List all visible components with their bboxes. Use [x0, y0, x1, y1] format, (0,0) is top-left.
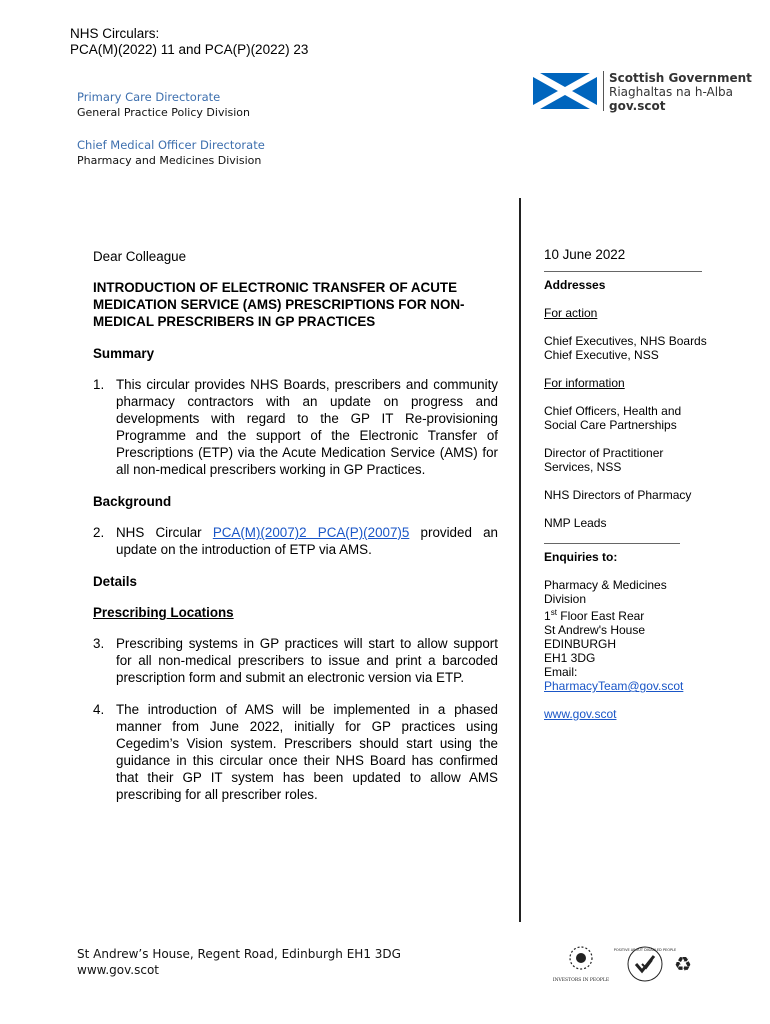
logo-line-domain: gov.scot — [609, 99, 666, 113]
paragraph-3 — [93, 635, 498, 686]
circular-numbers: PCA(M)(2022) 11 and PCA(P)(2022) 23 — [70, 42, 309, 57]
paragraph-number: 1. — [93, 377, 105, 392]
greeting: Dear Colleague — [93, 249, 187, 264]
recipient-line: Director of Practitioner — [544, 446, 664, 460]
summary-heading: Summary — [93, 346, 155, 361]
recipient-line: NMP Leads — [544, 516, 607, 530]
recipient-line: NHS Directors of Pharmacy — [544, 488, 692, 502]
division-name: Pharmacy and Medicines Division — [77, 154, 262, 167]
accreditation-badges — [552, 944, 696, 984]
recipient-line: Social Care Partnerships — [544, 418, 677, 432]
contact-floor — [544, 606, 744, 623]
directorate-name: Primary Care Directorate — [77, 90, 221, 104]
email-label: Email: — [544, 665, 578, 679]
recipient: Chief Executives, NHS Boards — [544, 334, 707, 348]
recipient-line: Services, NSS — [544, 460, 622, 474]
paragraph-text: This circular provides NHS Boards, prescribers and community pharmacy contractors with an update on progress and developments with regard to the GP IT Re-provisioning Programme and the support of the Electronic Transfer of Prescriptions (ETP) via the Acute Medication Service (AMS) for all non-medical prescribers working in GP Practices. — [116, 377, 498, 477]
paragraph-number: 4. — [93, 702, 105, 717]
for-action-label: For action — [544, 306, 598, 320]
footer-website: www.gov.scot — [77, 963, 159, 977]
directorate-primary-care — [77, 89, 250, 121]
separator-line — [544, 266, 702, 272]
paragraph-text: Prescribing systems in GP practices will start to allow support for all non-medical prescribers to issue and print a barcoded prescription form and submit an electronic version via ETP. — [116, 636, 498, 685]
floor-number: 1 — [544, 609, 551, 623]
background-heading: Background — [93, 494, 172, 509]
recipient: Chief Executive, NSS — [544, 348, 659, 362]
separator-line — [544, 538, 680, 544]
contact-block — [544, 578, 744, 693]
paragraph-text-end: provided an update on the introduction of ETP via AMS. — [116, 525, 498, 557]
paragraph-text-start: NHS Circular — [116, 525, 213, 540]
recipient-line: Chief Officers, Health and — [544, 404, 682, 418]
contact-line: St Andrew's House — [544, 623, 646, 637]
info-recipient — [544, 404, 744, 432]
circular-reference — [70, 26, 308, 58]
circular-title: INTRODUCTION OF ELECTRONIC TRANSFER OF ACUTE MEDICATION SERVICE (AMS) PRESCRIPTIONS FOR NON-MEDICAL PRESCRIBERS IN GP PRACTICES — [93, 280, 465, 329]
info-recipient — [544, 446, 744, 474]
contact-line: EDINBURGH — [544, 637, 617, 651]
paragraph-4 — [93, 701, 498, 803]
investors-in-people-icon — [552, 944, 610, 984]
footer-address: St Andrew’s House, Regent Road, Edinburgh EH1 3DG — [77, 947, 401, 961]
investors-text: INVESTORS IN PEOPLE — [552, 978, 610, 983]
details-heading: Details — [93, 574, 137, 589]
paragraph-1 — [93, 376, 498, 478]
paragraph-text: The introduction of AMS will be implemented in a phased manner from June 2022, initially for GP practices using Cegedim’s Vision system. Prescribers should start using the guidance in this circular once their NHS Board has confirmed that their GP IT system has been updated to allow AMS prescribing for all prescriber roles. — [116, 702, 498, 802]
disability-text: POSITIVE ABOUT DISABLED PEOPLE — [613, 948, 677, 952]
website-link[interactable]: www.gov.scot — [544, 707, 617, 721]
email-link[interactable]: PharmacyTeam@gov.scot — [544, 679, 684, 693]
division-name: General Practice Policy Division — [77, 106, 250, 119]
logo-line-english: Scottish Government — [609, 71, 752, 85]
floor-ordinal: st — [550, 608, 557, 617]
contact-line: Division — [544, 592, 587, 606]
prescribing-locations-heading: Prescribing Locations — [93, 605, 234, 620]
contact-line: Pharmacy & Medicines — [544, 578, 667, 592]
column-divider — [519, 198, 521, 922]
letter-date: 10 June 2022 — [544, 247, 626, 262]
for-information-label: For information — [544, 376, 625, 390]
logo-line-gaelic: Riaghaltas na h-Alba — [609, 85, 734, 99]
info-recipient — [544, 516, 744, 530]
circular-link[interactable]: PCA(M)(2007)2 PCA(P)(2007)5 — [212, 525, 410, 540]
directorate-name: Chief Medical Officer Directorate — [77, 138, 265, 152]
paragraph-2 — [93, 524, 498, 558]
logo-divider — [603, 71, 604, 111]
paragraph-text — [116, 524, 498, 558]
contact-line: EH1 3DG — [544, 651, 596, 665]
action-recipients — [544, 334, 744, 362]
floor-text: Floor East Rear — [556, 609, 645, 623]
enquiries-heading: Enquiries to: — [544, 550, 618, 564]
logo-text — [609, 71, 752, 113]
saltire-flag-icon — [533, 73, 597, 109]
footer — [77, 946, 401, 978]
paragraph-number: 3. — [93, 636, 105, 651]
paragraph-number: 2. — [93, 525, 105, 540]
info-recipient — [544, 488, 744, 502]
positive-about-disabled-people-icon — [613, 944, 677, 984]
recycle-icon: ♻ — [674, 952, 692, 976]
addresses-heading: Addresses — [544, 278, 606, 292]
scottish-government-logo — [533, 71, 753, 113]
letter-body — [93, 248, 498, 818]
directorate-cmo — [77, 137, 265, 169]
circular-label: NHS Circulars: — [70, 26, 160, 41]
address-sidebar — [544, 248, 744, 721]
